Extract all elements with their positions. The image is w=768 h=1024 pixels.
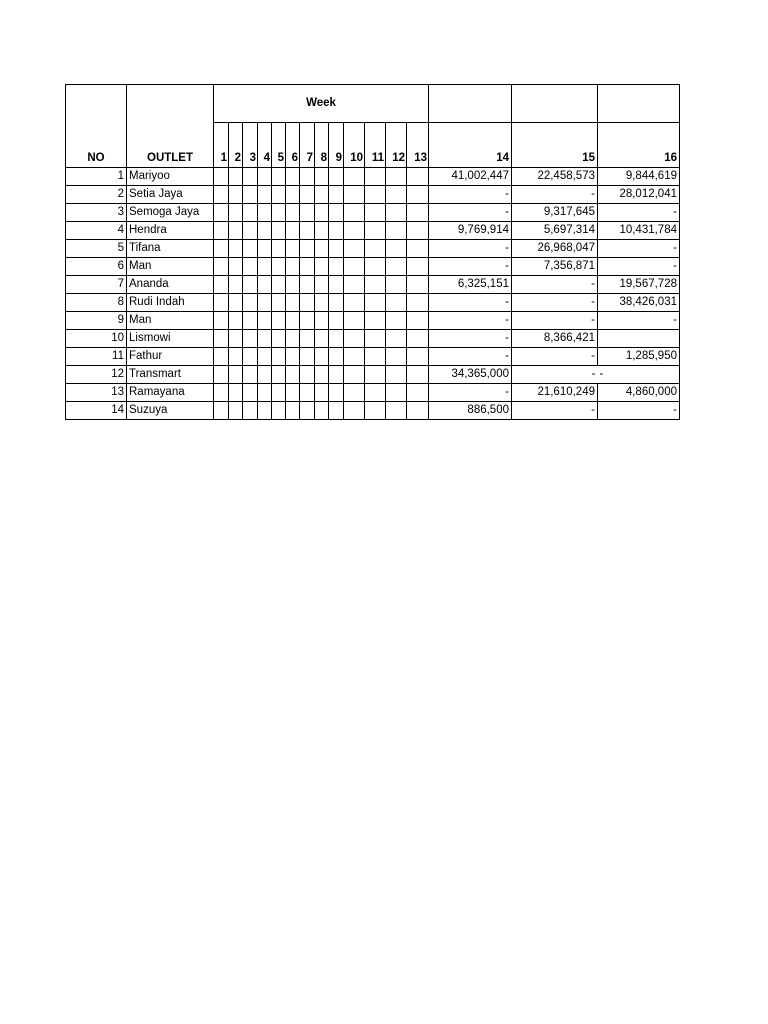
row-week-6-cell: [286, 204, 300, 222]
row-week-13-cell: [407, 312, 429, 330]
row-week-9-cell: [329, 312, 344, 330]
row-week-4-cell: [258, 384, 272, 402]
row-no: 2: [66, 186, 127, 204]
row-week-10-cell: [344, 294, 365, 312]
row-week-12-cell: [386, 348, 407, 366]
row-week-3-cell: [243, 366, 258, 384]
header-w15-top: [512, 85, 598, 123]
row-week-16-value: -: [598, 312, 680, 330]
row-week-5-cell: [272, 330, 286, 348]
row-week-11-cell: [365, 258, 386, 276]
row-week-12-cell: [386, 204, 407, 222]
row-week-15-value: 8,366,421: [512, 330, 598, 348]
row-week-16-value: -: [598, 366, 680, 384]
row-outlet: Transmart: [127, 366, 214, 384]
row-week-8-cell: [315, 330, 329, 348]
row-week-5-cell: [272, 222, 286, 240]
header-w16-top: [598, 85, 680, 123]
row-week-11-cell: [365, 204, 386, 222]
row-week-7-cell: [300, 276, 315, 294]
outlet-weekly-sales-table: [65, 84, 680, 420]
row-week-16-value: 10,431,784: [598, 222, 680, 240]
row-week-1-cell: [214, 348, 229, 366]
header-week: Week: [214, 85, 429, 123]
row-week-6-cell: [286, 186, 300, 204]
row-week-10-cell: [344, 168, 365, 186]
row-no: 3: [66, 204, 127, 222]
row-week-16-value: 28,012,041: [598, 186, 680, 204]
row-week-2-cell: [229, 258, 243, 276]
row-week-8-cell: [315, 384, 329, 402]
row-week-14-value: -: [429, 330, 512, 348]
row-week-12-cell: [386, 222, 407, 240]
row-week-15-value: 7,356,871: [512, 258, 598, 276]
row-week-3-cell: [243, 330, 258, 348]
row-week-12-cell: [386, 168, 407, 186]
row-week-13-cell: [407, 276, 429, 294]
row-week-7-cell: [300, 402, 315, 420]
row-outlet: Ramayana: [127, 384, 214, 402]
row-week-10-cell: [344, 186, 365, 204]
table-row: [66, 186, 680, 204]
row-week-11-cell: [365, 348, 386, 366]
row-week-9-cell: [329, 258, 344, 276]
row-week-11-cell: [365, 330, 386, 348]
row-week-14-value: 6,325,151: [429, 276, 512, 294]
row-week-13-cell: [407, 366, 429, 384]
table-row: [66, 222, 680, 240]
row-week-7-cell: [300, 384, 315, 402]
row-week-14-value: -: [429, 294, 512, 312]
row-week-13-cell: [407, 258, 429, 276]
row-week-9-cell: [329, 168, 344, 186]
row-week-13-cell: [407, 294, 429, 312]
row-outlet: Setia Jaya: [127, 186, 214, 204]
row-week-5-cell: [272, 366, 286, 384]
row-week-13-cell: [407, 222, 429, 240]
row-week-2-cell: [229, 168, 243, 186]
row-week-4-cell: [258, 168, 272, 186]
row-week-3-cell: [243, 312, 258, 330]
row-no: 9: [66, 312, 127, 330]
row-week-2-cell: [229, 330, 243, 348]
row-week-15-value: -: [512, 294, 598, 312]
header-no: NO: [66, 85, 127, 168]
row-week-8-cell: [315, 168, 329, 186]
row-week-10-cell: [344, 222, 365, 240]
header-week-12: 12: [386, 123, 407, 168]
row-week-6-cell: [286, 366, 300, 384]
row-week-4-cell: [258, 294, 272, 312]
header-week-15: 15: [512, 123, 598, 168]
row-week-3-cell: [243, 204, 258, 222]
row-week-5-cell: [272, 240, 286, 258]
header-week-9: 9: [329, 123, 344, 168]
row-week-12-cell: [386, 186, 407, 204]
row-week-13-cell: [407, 348, 429, 366]
row-week-2-cell: [229, 312, 243, 330]
row-week-16-value: -: [598, 240, 680, 258]
row-week-6-cell: [286, 276, 300, 294]
row-week-2-cell: [229, 186, 243, 204]
row-week-10-cell: [344, 240, 365, 258]
row-week-13-cell: [407, 330, 429, 348]
table-row: [66, 240, 680, 258]
row-week-10-cell: [344, 204, 365, 222]
row-week-2-cell: [229, 222, 243, 240]
row-week-7-cell: [300, 330, 315, 348]
row-outlet: Ananda: [127, 276, 214, 294]
row-no: 4: [66, 222, 127, 240]
header-week-11: 11: [365, 123, 386, 168]
row-week-8-cell: [315, 294, 329, 312]
row-week-5-cell: [272, 204, 286, 222]
table-row: [66, 402, 680, 420]
row-week-13-cell: [407, 204, 429, 222]
row-week-3-cell: [243, 348, 258, 366]
row-no: 10: [66, 330, 127, 348]
table-row: [66, 276, 680, 294]
row-week-7-cell: [300, 312, 315, 330]
row-week-16-value: -: [598, 402, 680, 420]
header-week-8: 8: [315, 123, 329, 168]
row-week-8-cell: [315, 348, 329, 366]
row-no: 1: [66, 168, 127, 186]
row-week-11-cell: [365, 384, 386, 402]
row-week-8-cell: [315, 240, 329, 258]
row-week-16-value: -: [598, 204, 680, 222]
header-outlet: OUTLET: [127, 85, 214, 168]
row-week-4-cell: [258, 276, 272, 294]
row-week-14-value: -: [429, 240, 512, 258]
row-week-12-cell: [386, 402, 407, 420]
row-week-3-cell: [243, 240, 258, 258]
row-no: 5: [66, 240, 127, 258]
header-week-10: 10: [344, 123, 365, 168]
row-week-1-cell: [214, 204, 229, 222]
row-week-9-cell: [329, 276, 344, 294]
row-outlet: Mariyoo: [127, 168, 214, 186]
row-week-16-value: 9,844,619: [598, 168, 680, 186]
row-week-9-cell: [329, 240, 344, 258]
row-week-9-cell: [329, 384, 344, 402]
row-week-16-value: 38,426,031: [598, 294, 680, 312]
row-outlet: Suzuya: [127, 402, 214, 420]
row-week-7-cell: [300, 186, 315, 204]
header-week-5: 5: [272, 123, 286, 168]
row-week-1-cell: [214, 366, 229, 384]
row-week-3-cell: [243, 294, 258, 312]
header-w14-top: [429, 85, 512, 123]
row-week-11-cell: [365, 312, 386, 330]
row-week-9-cell: [329, 330, 344, 348]
row-week-1-cell: [214, 222, 229, 240]
row-week-5-cell: [272, 276, 286, 294]
row-week-7-cell: [300, 294, 315, 312]
row-week-3-cell: [243, 222, 258, 240]
row-week-10-cell: [344, 348, 365, 366]
header-week-7: 7: [300, 123, 315, 168]
row-week-2-cell: [229, 366, 243, 384]
table-row: [66, 168, 680, 186]
row-week-4-cell: [258, 330, 272, 348]
row-outlet: Semoga Jaya: [127, 204, 214, 222]
row-week-8-cell: [315, 402, 329, 420]
row-week-5-cell: [272, 402, 286, 420]
row-week-2-cell: [229, 276, 243, 294]
row-week-5-cell: [272, 294, 286, 312]
header-row-top: [66, 85, 680, 123]
row-week-6-cell: [286, 240, 300, 258]
row-no: 11: [66, 348, 127, 366]
row-week-11-cell: [365, 186, 386, 204]
row-week-9-cell: [329, 186, 344, 204]
row-week-15-value: -: [512, 402, 598, 420]
row-week-13-cell: [407, 186, 429, 204]
row-week-3-cell: [243, 276, 258, 294]
row-week-7-cell: [300, 204, 315, 222]
row-week-1-cell: [214, 276, 229, 294]
row-week-14-value: 34,365,000: [429, 366, 512, 384]
table-row: [66, 366, 680, 384]
row-no: 6: [66, 258, 127, 276]
row-week-8-cell: [315, 276, 329, 294]
row-outlet: Rudi Indah: [127, 294, 214, 312]
row-week-8-cell: [315, 186, 329, 204]
row-week-1-cell: [214, 168, 229, 186]
row-week-4-cell: [258, 204, 272, 222]
row-week-15-value: -: [512, 276, 598, 294]
row-week-5-cell: [272, 348, 286, 366]
row-week-15-value: 21,610,249: [512, 384, 598, 402]
row-week-12-cell: [386, 312, 407, 330]
row-week-15-value: 9,317,645: [512, 204, 598, 222]
row-week-12-cell: [386, 366, 407, 384]
row-outlet: Fathur: [127, 348, 214, 366]
row-week-16-value: [598, 330, 680, 348]
row-week-11-cell: [365, 366, 386, 384]
row-week-8-cell: [315, 222, 329, 240]
row-week-6-cell: [286, 312, 300, 330]
row-week-16-value: 19,567,728: [598, 276, 680, 294]
table-row: [66, 384, 680, 402]
row-week-7-cell: [300, 168, 315, 186]
row-week-9-cell: [329, 294, 344, 312]
row-week-5-cell: [272, 312, 286, 330]
row-outlet: Hendra: [127, 222, 214, 240]
row-week-4-cell: [258, 240, 272, 258]
table-row: [66, 348, 680, 366]
row-week-5-cell: [272, 168, 286, 186]
row-week-10-cell: [344, 258, 365, 276]
row-week-7-cell: [300, 258, 315, 276]
row-week-2-cell: [229, 402, 243, 420]
row-week-8-cell: [315, 366, 329, 384]
row-week-3-cell: [243, 258, 258, 276]
row-week-6-cell: [286, 222, 300, 240]
header-week-3: 3: [243, 123, 258, 168]
row-week-2-cell: [229, 240, 243, 258]
row-week-6-cell: [286, 294, 300, 312]
header-week-1: 1: [214, 123, 229, 168]
row-outlet: Man: [127, 312, 214, 330]
row-week-9-cell: [329, 348, 344, 366]
header-week-4: 4: [258, 123, 272, 168]
row-week-1-cell: [214, 312, 229, 330]
row-week-6-cell: [286, 384, 300, 402]
row-week-4-cell: [258, 222, 272, 240]
table-row: [66, 330, 680, 348]
row-week-6-cell: [286, 330, 300, 348]
row-week-15-value: -: [512, 312, 598, 330]
row-week-12-cell: [386, 330, 407, 348]
row-week-11-cell: [365, 402, 386, 420]
row-week-3-cell: [243, 186, 258, 204]
table-row: [66, 312, 680, 330]
row-week-16-value: -: [598, 258, 680, 276]
row-no: 12: [66, 366, 127, 384]
row-week-14-value: -: [429, 348, 512, 366]
row-week-1-cell: [214, 186, 229, 204]
row-week-10-cell: [344, 402, 365, 420]
row-outlet: Tifana: [127, 240, 214, 258]
row-week-4-cell: [258, 402, 272, 420]
header-week-16: 16: [598, 123, 680, 168]
row-week-14-value: -: [429, 258, 512, 276]
row-week-14-value: -: [429, 384, 512, 402]
row-week-6-cell: [286, 258, 300, 276]
row-week-12-cell: [386, 384, 407, 402]
row-week-10-cell: [344, 330, 365, 348]
row-week-7-cell: [300, 348, 315, 366]
row-week-7-cell: [300, 240, 315, 258]
row-week-3-cell: [243, 384, 258, 402]
row-week-14-value: -: [429, 186, 512, 204]
row-week-14-value: 41,002,447: [429, 168, 512, 186]
row-week-14-value: 9,769,914: [429, 222, 512, 240]
row-week-8-cell: [315, 312, 329, 330]
row-week-13-cell: [407, 240, 429, 258]
row-week-11-cell: [365, 222, 386, 240]
row-week-6-cell: [286, 348, 300, 366]
table-row: [66, 204, 680, 222]
row-week-15-value: -: [512, 348, 598, 366]
row-no: 13: [66, 384, 127, 402]
row-week-16-value: 1,285,950: [598, 348, 680, 366]
row-week-12-cell: [386, 240, 407, 258]
row-week-15-value: 26,968,047: [512, 240, 598, 258]
row-week-12-cell: [386, 258, 407, 276]
row-week-3-cell: [243, 402, 258, 420]
row-week-7-cell: [300, 222, 315, 240]
row-week-11-cell: [365, 294, 386, 312]
row-week-4-cell: [258, 312, 272, 330]
row-no: 7: [66, 276, 127, 294]
row-week-4-cell: [258, 186, 272, 204]
row-week-6-cell: [286, 168, 300, 186]
header-week-13: 13: [407, 123, 429, 168]
row-week-2-cell: [229, 384, 243, 402]
row-week-14-value: -: [429, 204, 512, 222]
row-week-11-cell: [365, 276, 386, 294]
row-week-6-cell: [286, 402, 300, 420]
row-week-12-cell: [386, 276, 407, 294]
row-week-12-cell: [386, 294, 407, 312]
row-week-1-cell: [214, 258, 229, 276]
row-week-15-value: -: [512, 366, 598, 384]
row-week-5-cell: [272, 384, 286, 402]
row-week-4-cell: [258, 258, 272, 276]
row-week-1-cell: [214, 384, 229, 402]
row-week-5-cell: [272, 258, 286, 276]
row-week-4-cell: [258, 366, 272, 384]
row-week-13-cell: [407, 402, 429, 420]
row-no: 14: [66, 402, 127, 420]
row-week-1-cell: [214, 330, 229, 348]
row-week-5-cell: [272, 186, 286, 204]
row-week-14-value: -: [429, 312, 512, 330]
row-week-11-cell: [365, 168, 386, 186]
row-week-15-value: -: [512, 186, 598, 204]
row-week-9-cell: [329, 366, 344, 384]
row-week-9-cell: [329, 204, 344, 222]
row-week-9-cell: [329, 402, 344, 420]
row-week-10-cell: [344, 366, 365, 384]
row-outlet: Man: [127, 258, 214, 276]
row-week-8-cell: [315, 204, 329, 222]
row-week-1-cell: [214, 402, 229, 420]
row-week-15-value: 22,458,573: [512, 168, 598, 186]
row-week-1-cell: [214, 240, 229, 258]
row-week-10-cell: [344, 312, 365, 330]
row-outlet: Lismowi: [127, 330, 214, 348]
row-week-8-cell: [315, 258, 329, 276]
row-week-11-cell: [365, 240, 386, 258]
row-week-4-cell: [258, 348, 272, 366]
row-no: 8: [66, 294, 127, 312]
row-week-10-cell: [344, 384, 365, 402]
row-week-2-cell: [229, 294, 243, 312]
row-week-2-cell: [229, 348, 243, 366]
row-week-13-cell: [407, 384, 429, 402]
row-week-13-cell: [407, 168, 429, 186]
row-week-14-value: 886,500: [429, 402, 512, 420]
row-week-10-cell: [344, 276, 365, 294]
row-week-1-cell: [214, 294, 229, 312]
row-week-16-value: 4,860,000: [598, 384, 680, 402]
row-week-9-cell: [329, 222, 344, 240]
header-week-6: 6: [286, 123, 300, 168]
row-week-7-cell: [300, 366, 315, 384]
row-week-2-cell: [229, 204, 243, 222]
table-row: [66, 294, 680, 312]
header-week-14: 14: [429, 123, 512, 168]
table-row: [66, 258, 680, 276]
row-week-15-value: 5,697,314: [512, 222, 598, 240]
row-week-3-cell: [243, 168, 258, 186]
header-week-2: 2: [229, 123, 243, 168]
